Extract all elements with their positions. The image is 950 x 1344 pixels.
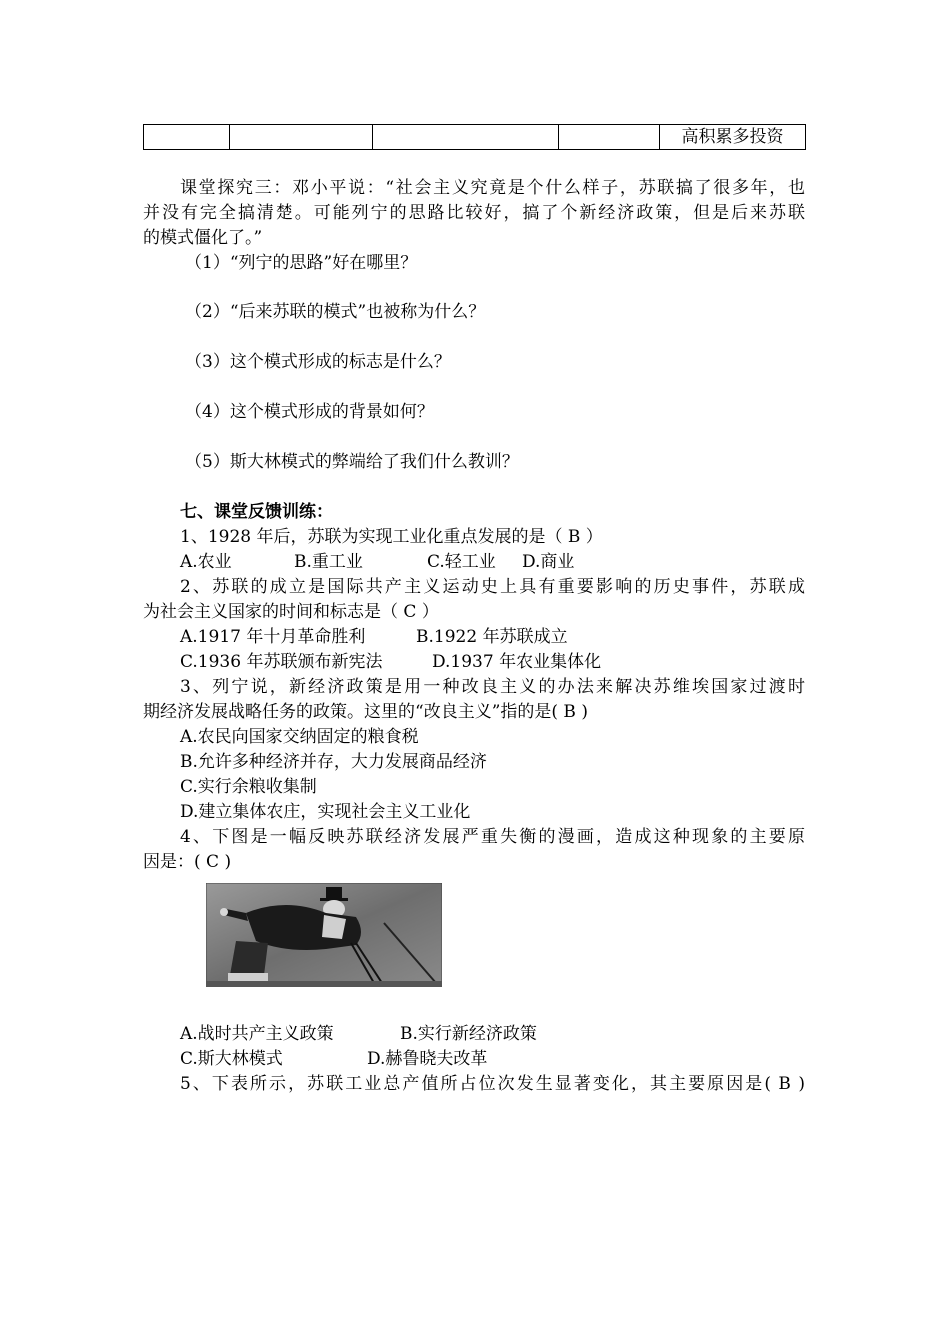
- section-heading: 七、课堂反馈训练：: [180, 502, 333, 522]
- question-stem: 为社会主义国家的时间和标志是（ C ）: [143, 602, 439, 622]
- inquiry-question: （1）“列宁的思路”好在哪里？: [185, 253, 418, 273]
- answer-option: C.1936 年苏联颁布新宪法: [180, 652, 383, 672]
- answer-option: A.1917 年十月革命胜利: [180, 627, 366, 647]
- table-cell: [559, 125, 660, 150]
- table-row: [144, 125, 806, 150]
- question-options: [180, 550, 574, 574]
- answer-option: D.1937 年农业集体化: [432, 652, 602, 672]
- answer-option: B.重工业: [294, 552, 363, 572]
- answer-option: B.允许多种经济并存，大力发展商品经济: [180, 752, 487, 772]
- answer-option: A.农民向国家交纳固定的粮食税: [180, 727, 419, 747]
- answer-option: C.实行余粮收集制: [180, 777, 317, 797]
- inquiry-question: （3）这个模式形成的标志是什么？: [185, 352, 451, 372]
- question-stem: 因是：( C ): [143, 852, 232, 872]
- inquiry-question: （4）这个模式形成的背景如何？: [185, 402, 434, 422]
- table-cell: 高积累多投资: [660, 125, 806, 150]
- answer-option: C.轻工业: [427, 552, 496, 572]
- inquiry-intro-line: 并没有完全搞清楚。可能列宁的思路比较好，搞了个新经济政策，但是后来苏联: [143, 203, 805, 223]
- answer-option: C.斯大林模式: [180, 1049, 283, 1069]
- question-stem: 期经济发展战略任务的政策。这里的“改良主义”指的是( B ): [143, 702, 588, 722]
- question-stem: 3、列宁说，新经济政策是用一种改良主义的办法来解决苏维埃国家过渡时: [180, 677, 805, 697]
- answer-option: D.建立集体农庄，实现社会主义工业化: [180, 802, 471, 822]
- question-stem: 4、下图是一幅反映苏联经济发展严重失衡的漫画，造成这种现象的主要原: [180, 827, 805, 847]
- table-cell: [144, 125, 230, 150]
- inquiry-intro-line: 的模式僵化了。”: [143, 228, 263, 248]
- answer-option: B.1922 年苏联成立: [416, 627, 568, 647]
- answer-option: D.赫鲁晓夫改革: [367, 1049, 488, 1069]
- inquiry-question: （5）斯大林模式的弊端给了我们什么教训？: [185, 452, 519, 472]
- continuation-table: [143, 124, 806, 150]
- question-stem: 5、下表所示，苏联工业总产值所占位次发生显著变化，其主要原因是( B ): [180, 1074, 805, 1094]
- inquiry-intro-line: 课堂探究三：邓小平说：“社会主义究竟是个什么样子，苏联搞了很多年，也: [180, 178, 805, 198]
- answer-option: A.战时共产主义政策: [180, 1024, 334, 1044]
- question-options: [180, 1022, 537, 1046]
- question-options: [180, 650, 601, 674]
- question-options: [180, 625, 568, 649]
- question-stem: 1、1928 年后，苏联为实现工业化重点发展的是（ B ）: [180, 527, 603, 547]
- answer-option: B.实行新经济政策: [400, 1024, 537, 1044]
- question-options: [180, 1047, 487, 1071]
- table-cell: [230, 125, 373, 150]
- answer-option: D.商业: [522, 552, 575, 572]
- inquiry-question: （2）“后来苏联的模式”也被称为什么？: [185, 302, 486, 322]
- answer-option: A.农业: [180, 552, 232, 572]
- question-stem: 2、苏联的成立是国际共产主义运动史上具有重要影响的历史事件，苏联成: [180, 577, 805, 597]
- table-cell: [373, 125, 559, 150]
- cartoon-image: [206, 883, 442, 987]
